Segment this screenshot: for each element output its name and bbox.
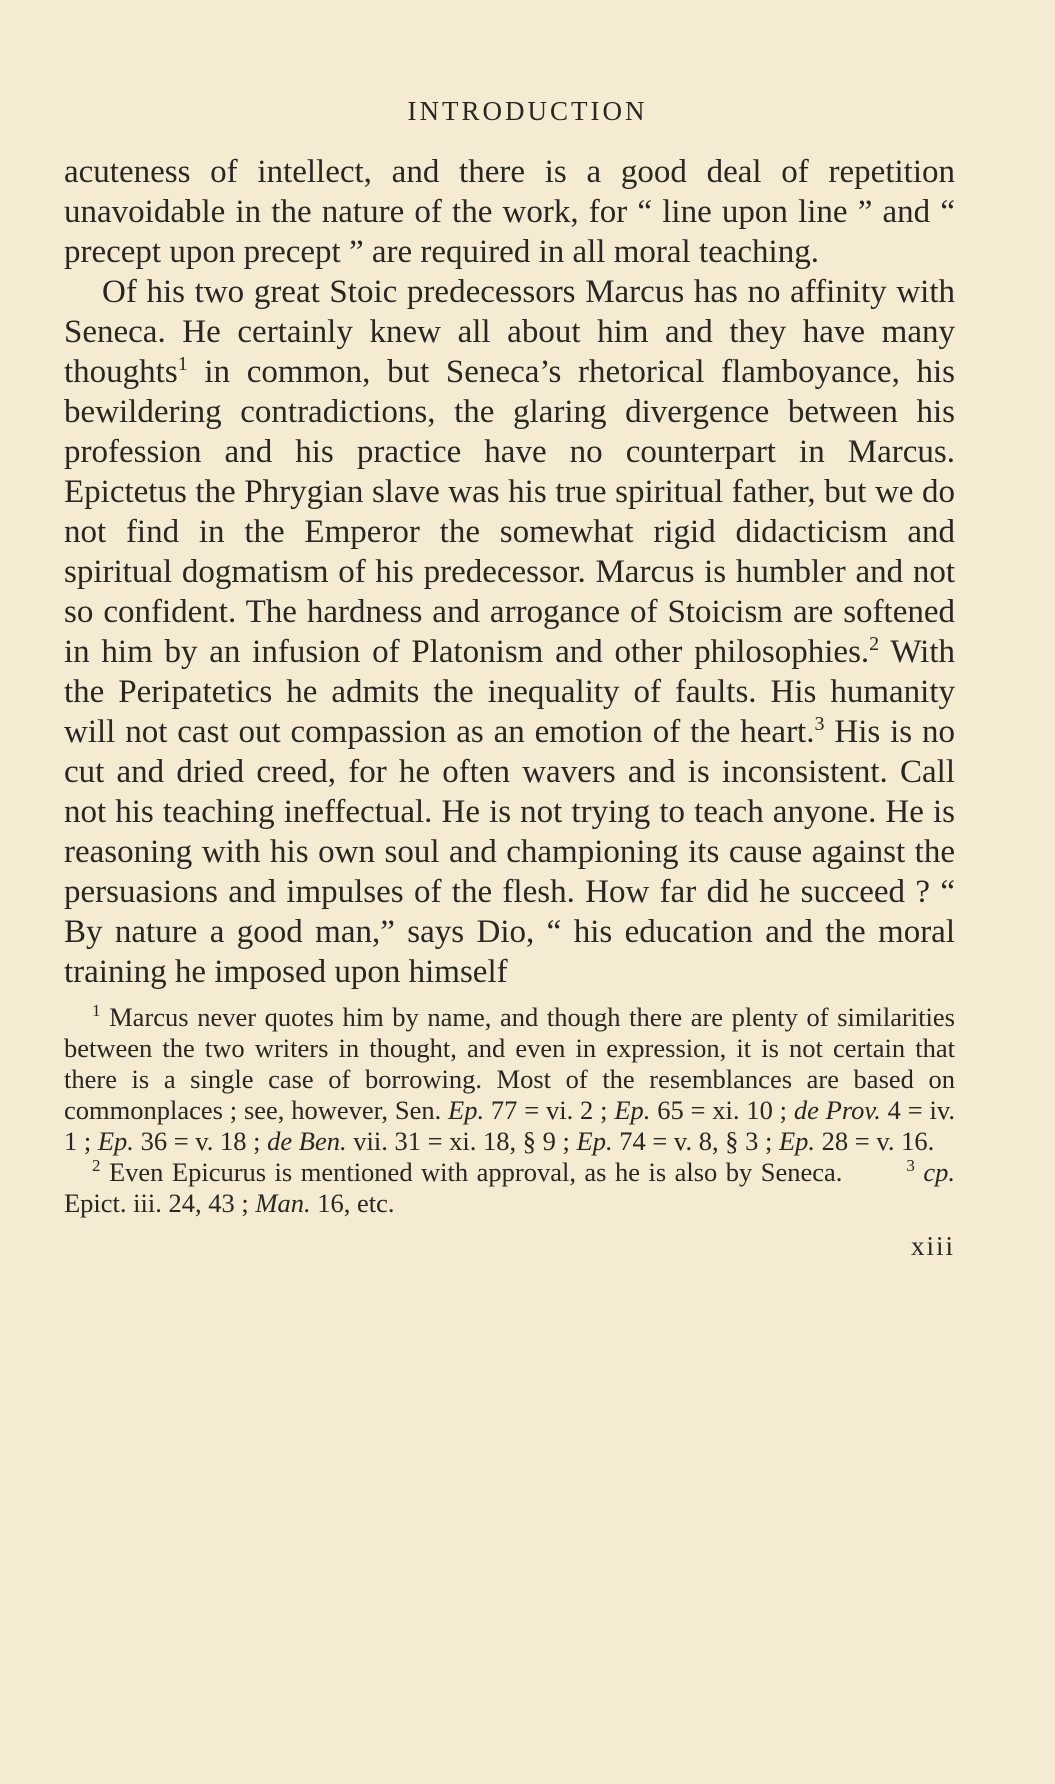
paragraph-2-part-a: Of his two great Stoic predecessors Marcus has no affinity with Seneca. He certainly knew all about him and they have many thoughts [64, 274, 955, 390]
footnote-3-text: Epict. iii. 24, 43 ; [64, 1188, 256, 1218]
footnote-1-text: 65 = xi. 10 ; [650, 1095, 794, 1125]
footnote-1-text: 77 = vi. 2 ; [484, 1095, 615, 1125]
footnote-2-mark: 2 [92, 1156, 101, 1176]
page-number: xiii [910, 1231, 955, 1261]
footnote-1-text: 36 = v. 18 ; [133, 1126, 268, 1156]
paragraph-2-part-d: His is no cut and dried creed, for he often wavers and is inconsistent. Call not his teaching ineffectual. He is not trying to teach anyone. He is reasoning with his own soul and championing its cause against the persuasions and impulses of the flesh. How far did he succeed ? “ By nature a good man,” says Dio, “ his education and the moral training he imposed upon himself [64, 714, 956, 990]
footnote-2-and-3 [64, 1157, 955, 1219]
footnotes [64, 1002, 955, 1219]
footnote-3-text: 16, etc. [310, 1188, 395, 1218]
footnote-3-mark: 3 [906, 1156, 915, 1176]
footnote-1-ep-ref: Ep. [448, 1095, 485, 1125]
footnote-1-mark: 1 [92, 1001, 101, 1021]
footnote-1-ep-ref: Ep. [97, 1126, 134, 1156]
footnote-ref-1: 1 [177, 353, 188, 375]
paragraph-2 [64, 272, 955, 992]
running-head: INTRODUCTION [407, 96, 648, 126]
footnote-3-cp: cp. [914, 1157, 955, 1187]
footnote-1 [64, 1002, 955, 1157]
footnote-1-text: Marcus never quotes him by name, and though there are plenty of similarities between the two writers in thought, and even in expression, it is not certain that there is a single case of borrowing. Most of the resemblances are based on commonplaces ; see, however, Sen. [64, 1002, 955, 1125]
footnote-1-ep-ref: Ep. [614, 1095, 651, 1125]
footnote-3-man-ref: Man. [255, 1188, 311, 1218]
paragraph-2-part-c: With the Peripatetics he admits the inequality of faults. His humanity will not cast out compassion as an emotion of the heart. [64, 634, 955, 750]
footnote-1-ep-ref: Ep. [576, 1126, 613, 1156]
footnote-1-ep-ref: Ep. [778, 1126, 815, 1156]
footnote-1-de-ben-ref: de Ben. [267, 1126, 347, 1156]
footnote-1-text: 28 = v. 16. [815, 1126, 935, 1156]
footnote-1-text: 4 = iv. 1 ; [64, 1095, 956, 1156]
footnote-1-text: vii. 31 = xi. 18, § 9 ; [346, 1126, 577, 1156]
footnote-ref-2: 2 [869, 633, 880, 655]
footnote-1-text: 74 = v. 8, § 3 ; [612, 1126, 779, 1156]
footnote-1-de-prov-ref: de Prov. [793, 1095, 881, 1125]
footnote-ref-3: 3 [814, 713, 825, 735]
paragraph-2-part-b: in common, but Seneca’s rhetorical flamboyance, his bewildering contradictions, the glaring divergence between his profession and his practice have no counterpart in Marcus. Epictetus the Phrygian slave was his true spiritual father, but we do not find in the Emperor the somewhat rigid didacticism and spiritual dogmatism of his predecessor. Marcus is humbler and not so confident. The hardness and arrogance of Stoicism are softened in him by an infusion of Platonism and other philosophies. [64, 354, 955, 670]
paragraph-1: acuteness of intellect, and there is a good deal of repetition unavoidable in the nature of the work, for “ line upon line ” and “ precept upon precept ” are required in all moral teaching. [64, 154, 955, 270]
footnote-2-text: Even Epicurus is mentioned with approval, as he is also by Seneca. [100, 1157, 843, 1187]
main-text [64, 152, 955, 992]
